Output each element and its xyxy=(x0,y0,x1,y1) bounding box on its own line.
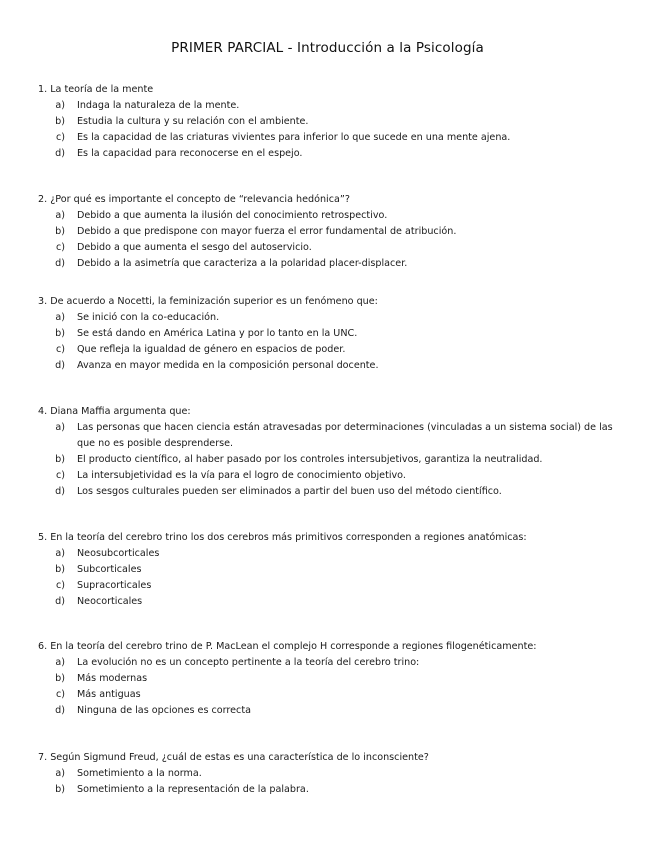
option-letter: d) xyxy=(55,148,65,159)
option-text: Sometimiento a la representación de la palabra. xyxy=(77,784,309,795)
option-letter: a) xyxy=(55,210,65,221)
option-letter: a) xyxy=(55,422,65,433)
option-letter: d) xyxy=(55,486,65,497)
options-list xyxy=(38,766,618,798)
option-d xyxy=(38,484,618,500)
option-text: Es la capacidad de las criaturas vivientes para inferior lo que sucede en una mente ajena. xyxy=(77,132,511,143)
option-text: Que refleja la igualdad de género en espacios de poder. xyxy=(77,344,346,355)
option-d xyxy=(38,594,618,610)
option-text: Neocorticales xyxy=(77,596,143,607)
option-c xyxy=(38,578,618,594)
option-text: Debido a que aumenta la ilusión del conocimiento retrospectivo. xyxy=(77,210,388,221)
page-title: PRIMER PARCIAL - Introducción a la Psicología xyxy=(171,40,484,56)
option-text: Más antiguas xyxy=(77,689,141,700)
option-letter: a) xyxy=(55,548,65,559)
option-letter: a) xyxy=(55,100,65,111)
option-letter: b) xyxy=(55,454,65,465)
option-text: Las personas que hacen ciencia están atravesadas por determinaciones (vinculadas a un sistema social) de las que no es posible desprenderse. xyxy=(77,422,613,449)
question-text: 6. En la teoría del cerebro trino de P. MacLean el complejo H corresponde a regiones filogenéticamente: xyxy=(38,641,537,652)
options-list xyxy=(38,546,618,610)
options-list xyxy=(38,208,618,272)
option-a xyxy=(38,546,618,562)
option-a xyxy=(38,420,618,452)
option-text: Se está dando en América Latina y por lo tanto en la UNC. xyxy=(77,328,358,339)
option-text: Se inició con la co-educación. xyxy=(77,312,220,323)
option-text: Los sesgos culturales pueden ser eliminados a partir del buen uso del método científico. xyxy=(77,486,502,497)
option-letter: b) xyxy=(55,226,65,237)
option-text: El producto científico, al haber pasado por los controles intersubjetivos, garantiza la neutralidad. xyxy=(77,454,543,465)
option-b xyxy=(38,562,618,578)
option-letter: a) xyxy=(55,657,65,668)
option-letter: c) xyxy=(55,689,65,700)
option-b xyxy=(38,782,618,798)
option-b xyxy=(38,326,618,342)
option-letter: c) xyxy=(55,470,65,481)
option-a xyxy=(38,98,618,114)
option-text: Debido a que predispone con mayor fuerza el error fundamental de atribución. xyxy=(77,226,457,237)
option-c xyxy=(38,468,618,484)
question-4 xyxy=(38,404,618,500)
option-letter: c) xyxy=(55,580,65,591)
option-c xyxy=(38,342,618,358)
option-text: Avanza en mayor medida en la composición personal docente. xyxy=(77,360,379,371)
question-text: 4. Diana Maffia argumenta que: xyxy=(38,406,191,417)
option-letter: c) xyxy=(55,132,65,143)
option-letter: b) xyxy=(55,328,65,339)
option-b xyxy=(38,452,618,468)
question-6 xyxy=(38,639,618,719)
option-text: Sometimiento a la norma. xyxy=(77,768,202,779)
option-letter: a) xyxy=(55,312,65,323)
option-text: Debido a que aumenta el sesgo del autoservicio. xyxy=(77,242,312,253)
option-text: La evolución no es un concepto pertinente a la teoría del cerebro trino: xyxy=(77,657,420,668)
option-text: Más modernas xyxy=(77,673,148,684)
option-letter: d) xyxy=(55,705,65,716)
question-5 xyxy=(38,530,618,610)
option-letter: b) xyxy=(55,673,65,684)
question-1 xyxy=(38,82,618,162)
option-text: Estudia la cultura y su relación con el ambiente. xyxy=(77,116,309,127)
question-text: 3. De acuerdo a Nocetti, la feminización superior es un fenómeno que: xyxy=(38,296,378,307)
option-b xyxy=(38,671,618,687)
question-2 xyxy=(38,192,618,272)
question-text: 7. Según Sigmund Freud, ¿cuál de estas es una característica de lo inconsciente? xyxy=(38,752,429,763)
option-letter: c) xyxy=(55,242,65,253)
option-text: Neosubcorticales xyxy=(77,548,160,559)
option-text: Supracorticales xyxy=(77,580,152,591)
options-list xyxy=(38,98,618,162)
option-c xyxy=(38,130,618,146)
option-letter: b) xyxy=(55,116,65,127)
options-list xyxy=(38,310,618,374)
option-c xyxy=(38,240,618,256)
option-a xyxy=(38,208,618,224)
option-b xyxy=(38,114,618,130)
question-text: 5. En la teoría del cerebro trino los dos cerebros más primitivos corresponden a regiones anatómicas: xyxy=(38,532,527,543)
option-letter: d) xyxy=(55,258,65,269)
options-list xyxy=(38,420,618,500)
option-letter: c) xyxy=(55,344,65,355)
question-text: 1. La teoría de la mente xyxy=(38,84,154,95)
option-d xyxy=(38,256,618,272)
question-text: 2. ¿Por qué es importante el concepto de “relevancia hedónica”? xyxy=(38,194,350,205)
option-d xyxy=(38,358,618,374)
option-a xyxy=(38,655,618,671)
option-letter: a) xyxy=(55,768,65,779)
question-7 xyxy=(38,750,618,798)
question-3 xyxy=(38,294,618,374)
option-a xyxy=(38,766,618,782)
option-letter: d) xyxy=(55,360,65,371)
option-c xyxy=(38,687,618,703)
option-text: La intersubjetividad es la vía para el logro de conocimiento objetivo. xyxy=(77,470,406,481)
option-a xyxy=(38,310,618,326)
option-text: Debido a la asimetría que caracteriza a la polaridad placer-displacer. xyxy=(77,258,408,269)
option-b xyxy=(38,224,618,240)
option-text: Subcorticales xyxy=(77,564,142,575)
option-text: Indaga la naturaleza de la mente. xyxy=(77,100,240,111)
option-d xyxy=(38,703,618,719)
option-letter: b) xyxy=(55,784,65,795)
options-list xyxy=(38,655,618,719)
option-d xyxy=(38,146,618,162)
option-text: Es la capacidad para reconocerse en el espejo. xyxy=(77,148,303,159)
option-letter: b) xyxy=(55,564,65,575)
option-text: Ninguna de las opciones es correcta xyxy=(77,705,251,716)
option-letter: d) xyxy=(55,596,65,607)
